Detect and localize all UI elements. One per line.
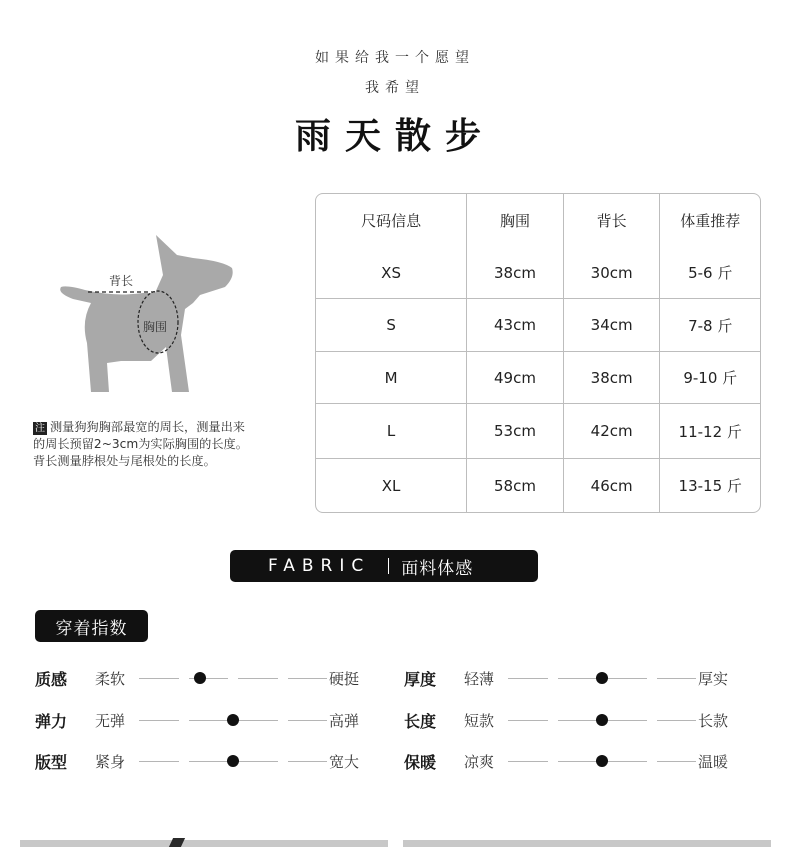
weight-cell: 13-15 斤 <box>678 477 742 495</box>
back-cell: 38cm <box>564 352 661 404</box>
scale-segment <box>607 720 647 721</box>
header-line-1: 如果给我一个愿望 <box>315 50 475 66</box>
scale-fit <box>35 750 359 772</box>
scale-segment <box>288 720 328 721</box>
header-cell-size: 尺码信息 <box>316 194 467 247</box>
weight-cell: 7-8 斤 <box>660 299 760 352</box>
table-row <box>316 299 760 352</box>
weight-cell: 9-10 斤 <box>660 352 760 404</box>
scale-segment <box>558 720 598 721</box>
scale-right-label: 厚实 <box>698 669 729 688</box>
back-cell: 34cm <box>564 299 661 352</box>
fabric-banner <box>230 550 538 582</box>
size-cell: M <box>316 352 467 404</box>
header-line-2: 我希望 <box>365 80 425 96</box>
note-line-3: 背长测量脖根处与尾根处的长度。 <box>33 454 216 468</box>
scale-segment <box>657 761 697 762</box>
chest-cell: 38cm <box>467 247 564 299</box>
scale-segment <box>558 678 598 679</box>
scale-left-label: 柔软 <box>95 669 126 688</box>
scale-left-label: 轻薄 <box>464 669 495 688</box>
scale-indicator-dot <box>194 672 206 684</box>
scale-segment <box>607 678 647 679</box>
scale-right-label: 硬挺 <box>329 669 360 688</box>
scale-segment <box>657 720 697 721</box>
scale-texture <box>35 667 359 689</box>
table-row <box>316 459 760 512</box>
table-row <box>316 352 760 404</box>
fabric-divider <box>388 558 389 574</box>
scale-name: 保暖 <box>404 752 437 772</box>
weight-cell: 11-12 斤 <box>660 404 760 459</box>
wear-index-title: 穿着指数 <box>35 610 148 642</box>
table-row <box>316 247 760 299</box>
scale-left-label: 紧身 <box>95 752 126 771</box>
scale-segment <box>189 761 229 762</box>
size-cell: S <box>316 299 467 352</box>
scale-segment <box>288 678 328 679</box>
scale-track <box>139 750 327 772</box>
fabric-chinese: 面料体感 <box>401 558 474 579</box>
back-length-label: 背长 <box>109 274 134 288</box>
scale-track <box>139 709 327 731</box>
page-title: 雨天散步 <box>294 116 495 157</box>
scale-segment <box>139 720 179 721</box>
scale-thickness <box>404 667 728 689</box>
scale-indicator-dot <box>227 755 239 767</box>
scale-right-label: 长款 <box>698 711 729 730</box>
scale-warmth <box>404 750 728 772</box>
back-cell: 30cm <box>564 247 661 299</box>
scale-length <box>404 709 728 731</box>
scale-segment <box>189 720 229 721</box>
scale-segment <box>558 761 598 762</box>
back-cell: 46cm <box>564 459 661 512</box>
scale-right-label: 高弹 <box>329 711 360 730</box>
scale-segment <box>508 720 548 721</box>
size-table <box>315 193 761 513</box>
scale-indicator-dot <box>227 714 239 726</box>
scale-right-label: 温暖 <box>698 752 729 771</box>
measurement-note <box>33 419 288 470</box>
dog-silhouette-diagram <box>55 235 240 395</box>
scale-name: 长度 <box>404 711 437 731</box>
scale-indicator-dot <box>596 714 608 726</box>
scale-segment <box>508 678 548 679</box>
scale-left-label: 无弹 <box>95 711 126 730</box>
note-badge: 注 <box>35 423 45 434</box>
note-line-1: 测量狗狗胸部最宽的周长，测量出来 <box>50 420 245 434</box>
dog-silhouette <box>60 235 232 392</box>
fabric-english: FABRIC <box>268 556 371 576</box>
scale-right-label: 宽大 <box>329 752 360 771</box>
chest-cell: 58cm <box>467 459 564 512</box>
scale-name: 质感 <box>35 669 68 689</box>
back-cell: 42cm <box>564 404 661 459</box>
scale-segment <box>238 720 278 721</box>
scale-left-label: 短款 <box>464 711 495 730</box>
scale-indicator-dot <box>596 672 608 684</box>
scale-segment <box>288 761 328 762</box>
scale-track <box>508 750 696 772</box>
size-cell: XL <box>316 459 467 512</box>
scale-name: 弹力 <box>35 711 68 731</box>
scale-track <box>139 667 327 689</box>
chest-girth-label: 胸围 <box>143 320 168 334</box>
scale-segment <box>238 761 278 762</box>
scale-left-label: 凉爽 <box>464 752 495 771</box>
chest-cell: 43cm <box>467 299 564 352</box>
size-cell: XS <box>316 247 467 299</box>
scale-segment <box>508 761 548 762</box>
scale-segment <box>139 761 179 762</box>
scale-track <box>508 709 696 731</box>
scale-name: 厚度 <box>404 669 437 689</box>
note-line-2: 的周长预留2~3cm为实际胸围的长度。 <box>33 437 248 451</box>
chest-cell: 53cm <box>467 404 564 459</box>
scale-name: 版型 <box>35 752 68 772</box>
product-photo-left <box>20 840 388 847</box>
table-row <box>316 404 760 459</box>
scale-segment <box>139 678 179 679</box>
scale-elasticity <box>35 709 359 731</box>
scale-segment <box>657 678 697 679</box>
chest-cell: 49cm <box>467 352 564 404</box>
scale-segment <box>607 761 647 762</box>
header-cell-back: 背长 <box>564 194 661 247</box>
size-cell: L <box>316 404 467 459</box>
size-table-header-row <box>316 194 760 247</box>
product-photo-right <box>403 840 771 847</box>
weight-cell: 5-6 斤 <box>660 247 760 299</box>
scale-segment <box>238 678 278 679</box>
header-cell-chest: 胸围 <box>467 194 564 247</box>
header-cell-weight: 体重推荐 <box>680 212 741 230</box>
scale-track <box>508 667 696 689</box>
scale-indicator-dot <box>596 755 608 767</box>
